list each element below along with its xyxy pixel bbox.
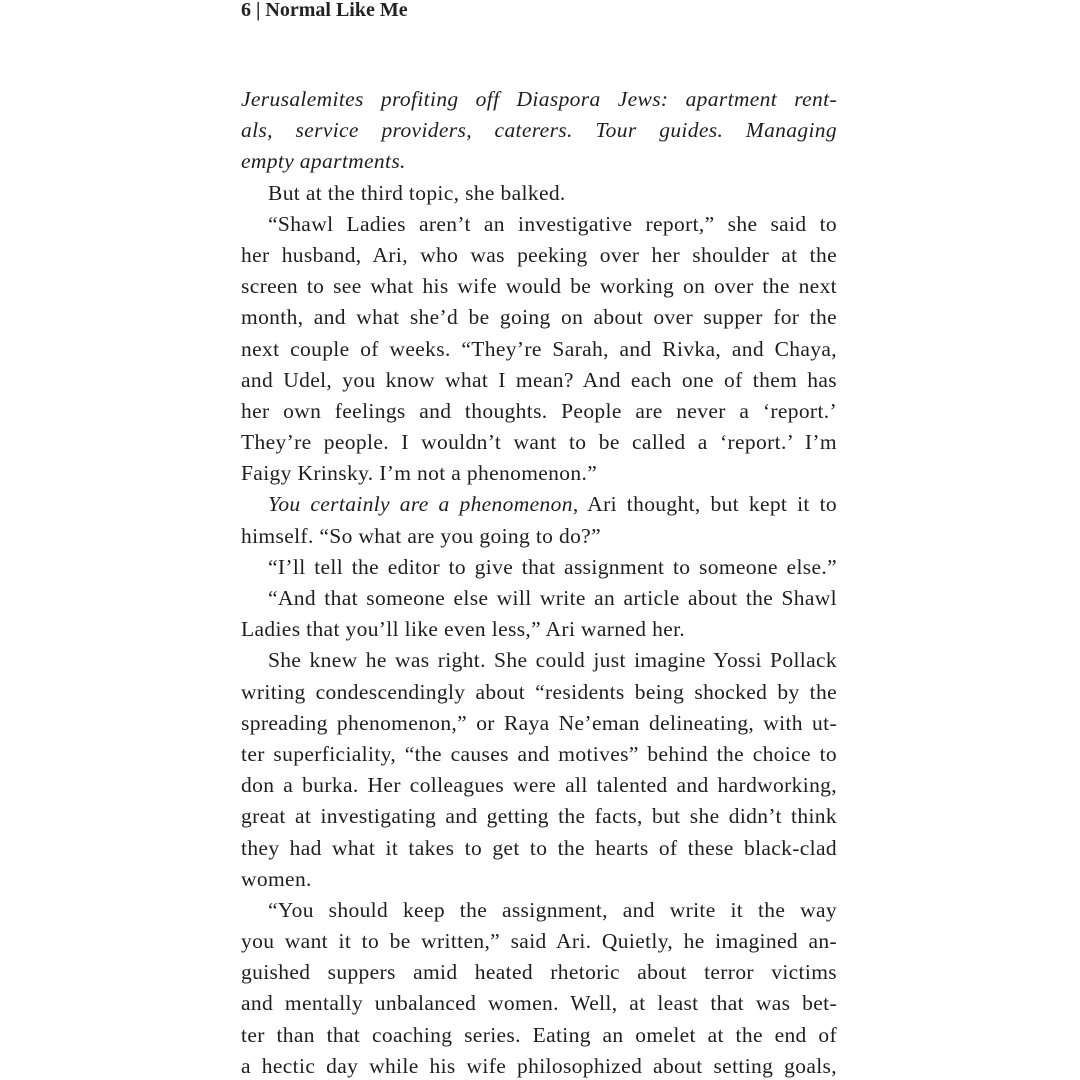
text-line: they had what it takes to get to the hearts of these black-clad: [241, 835, 837, 860]
text-line: great at investigating and getting the facts, but she didn’t think: [241, 804, 837, 829]
text-line: and Udel, you know what I mean? And each one of them has: [241, 367, 837, 392]
text-line: “And that someone else will write an article about the Shawl: [268, 586, 837, 610]
text-line: next couple of weeks. “They’re Sarah, and Rivka, and Chaya,: [241, 336, 837, 361]
text-line: spreading phenomenon,” or Raya Ne’eman delineating, with ut-: [241, 710, 837, 735]
text-line: don a burka. Her colleagues were all talented and hardworking,: [241, 773, 837, 798]
text-line: Ladies that you’ll like even less,” Ari warned her.: [241, 617, 686, 642]
text-line: writing condescendingly about “residents being shocked by the: [241, 679, 837, 704]
text-line: empty apartments.: [241, 149, 406, 174]
text-line: himself. “So what are you going to do?”: [241, 523, 601, 548]
text-line: She knew he was right. She could just imagine Yossi Pollack: [268, 648, 837, 673]
text-line: als, service providers, caterers. Tour guides. Managing: [241, 118, 837, 143]
text-line: “Shawl Ladies aren’t an investigative report,” she said to: [268, 211, 837, 236]
text-line: Jerusalemites profiting off Diaspora Jews: apartment rent-: [241, 87, 837, 111]
text-line: her husband, Ari, who was peeking over her shoulder at the: [241, 242, 837, 267]
text-line: But at the third topic, she balked.: [268, 180, 566, 205]
text-line: you want it to be written,” said Ari. Quietly, he imagined an-: [241, 929, 837, 954]
text-line: [241, 489, 837, 520]
text-line: guished suppers amid heated rhetoric about terror victims: [241, 960, 837, 985]
italic-phrase: You certainly are a phenomenon: [268, 492, 573, 517]
body-text: [241, 84, 837, 1080]
text-line: and mentally unbalanced women. Well, at least that was bet-: [241, 991, 837, 1016]
text-line: screen to see what his wife would be working on over the next: [241, 274, 837, 299]
text-line: month, and what she’d be going on about over supper for the: [241, 305, 837, 330]
text-line: ter than that coaching series. Eating an omelet at the end of: [241, 1022, 837, 1047]
text-line: her own feelings and thoughts. People are never a ‘report.’: [241, 398, 837, 423]
text-line: ter superficiality, “the causes and motives” behind the choice to: [241, 741, 837, 766]
text-line: a hectic day while his wife philosophized about setting goals,: [241, 1053, 837, 1078]
text-line: women.: [241, 866, 312, 891]
text-line: Faigy Krinsky. I’m not a phenomenon.”: [241, 461, 598, 486]
running-head: 6 | Normal Like Me: [241, 0, 408, 21]
text-line: “You should keep the assignment, and write it the way: [268, 897, 837, 922]
text-line: They’re people. I wouldn’t want to be called a ‘report.’ I’m: [241, 430, 837, 455]
text-line: “I’ll tell the editor to give that assignment to someone else.”: [268, 554, 837, 579]
line-text: , Ari thought, but kept it to: [572, 492, 838, 517]
